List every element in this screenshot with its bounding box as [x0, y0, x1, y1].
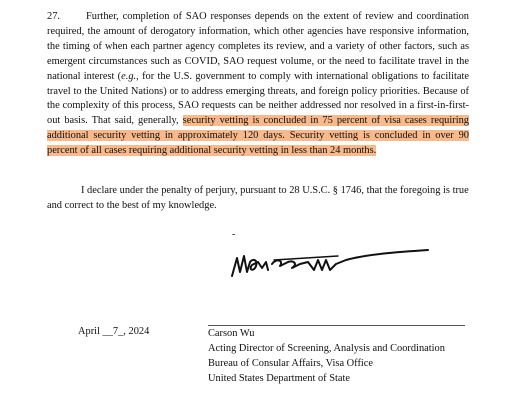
signature-date: April __7_, 2024	[78, 326, 150, 337]
paragraph-text: Further, completion of SAO responses depends on the extent of review and coordination required, the amount of derogatory information, which other agencies have responsive information, the timing of when each partner agency completes its review, and a variety of other factors, such as emergent circumstances such as COVID, SAO request volume, or the need to facilitate travel in the national interest (	[47, 11, 469, 82]
signer-title: Acting Director of Screening, Analysis and Coordination	[208, 343, 445, 354]
paragraph-number: 27.	[47, 11, 60, 22]
signer-block	[208, 326, 445, 386]
highlighted-text: security vetting is concluded in 75 percent of visa cases requiring additional security vetting in approximately 120 days. Security vetting is concluded in over 90 percent of all cases requiring additional security vetting in less than 24 months.	[47, 115, 469, 157]
signer-name: Carson Wu	[208, 328, 255, 339]
perjury-declaration: I declare under the penalty of perjury, pursuant to 28 U.S.C. § 1746, that the foregoing is true and correct to the best of my knowledge.	[47, 185, 469, 211]
paragraph-text-continued: , for the U.S. government to comply with international obligations to facilitate travel to the United Nations) or to address emerging threats, and foreign policy priorities. Because of the complexity of this process, SAO requests can be neither addressed nor resolved in a first-in-first-out basis. That said, generally,	[47, 70, 469, 127]
dash-mark: -	[232, 229, 236, 240]
signer-bureau: Bureau of Consular Affairs, Visa Office	[208, 358, 374, 369]
eg-abbreviation: e.g.	[121, 70, 137, 82]
signer-department: United States Department of State	[208, 373, 350, 384]
handwritten-signature	[228, 246, 438, 286]
paragraph-27	[47, 10, 469, 159]
